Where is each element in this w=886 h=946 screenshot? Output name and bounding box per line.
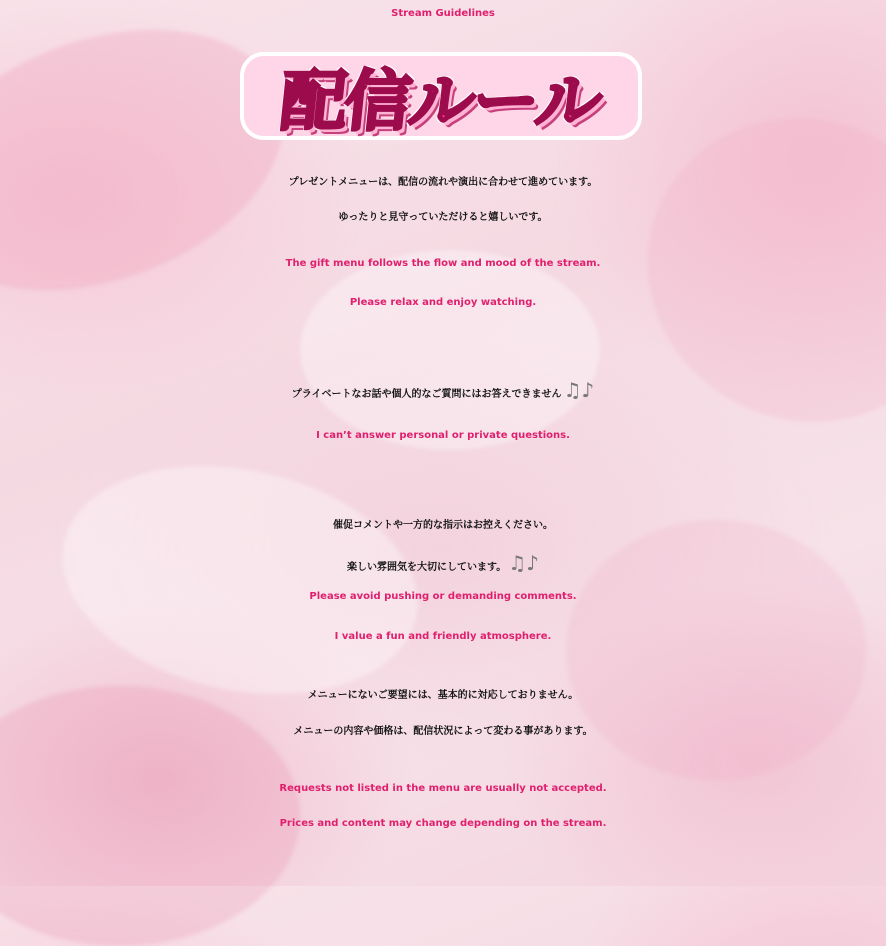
background-petal bbox=[300, 250, 600, 450]
rule-4-en-line-2: Prices and content may change depending on the stream. bbox=[279, 818, 607, 829]
rule-3-jp-text: 楽しい雰囲気を大切にしています。 bbox=[347, 562, 507, 573]
rule-2-jp-text: プライベートなお話や個人的なご質問にはお答えできません bbox=[291, 389, 562, 400]
rule-3-jp-line-2 bbox=[0, 551, 886, 575]
rule-1-en-line-2: Please relax and enjoy watching. bbox=[349, 297, 537, 308]
music-notes-icon: ♫♪ bbox=[508, 551, 539, 575]
rule-3-jp-line-1: 催促コメントや一方的な指示はお控えください。 bbox=[333, 520, 553, 531]
rule-3-en-line-2: I value a fun and friendly atmosphere. bbox=[334, 631, 552, 642]
rule-4-en-line-1: Requests not listed in the menu are usually not accepted. bbox=[279, 783, 607, 794]
rule-2-jp-line bbox=[0, 378, 886, 402]
music-notes-icon: ♫♪ bbox=[563, 378, 595, 402]
rule-3-en-line-1: Please avoid pushing or demanding comments. bbox=[309, 591, 577, 602]
page-subtitle: Stream Guidelines bbox=[391, 8, 495, 19]
rule-4-jp-line-1: メニューにないご要望には、基本的に対応しておりません。 bbox=[307, 690, 579, 701]
rule-1-en-line-1: The gift menu follows the flow and mood of the stream. bbox=[285, 258, 601, 269]
rule-4-jp-line-2: メニューの内容や価格は、配信状況によって変わる事があります。 bbox=[293, 726, 593, 737]
background-petal bbox=[41, 435, 439, 725]
rule-1-jp-line-1: プレゼントメニューは、配信の流れや演出に合わせて進めています。 bbox=[288, 177, 598, 188]
page-title-logo bbox=[236, 44, 646, 146]
page-title: 配信ルール bbox=[276, 62, 604, 140]
rule-2-en-line: I can’t answer personal or private questions. bbox=[316, 430, 570, 441]
rule-1-jp-line-2: ゆったりと見守っていただけると嬉しいです。 bbox=[338, 212, 548, 223]
